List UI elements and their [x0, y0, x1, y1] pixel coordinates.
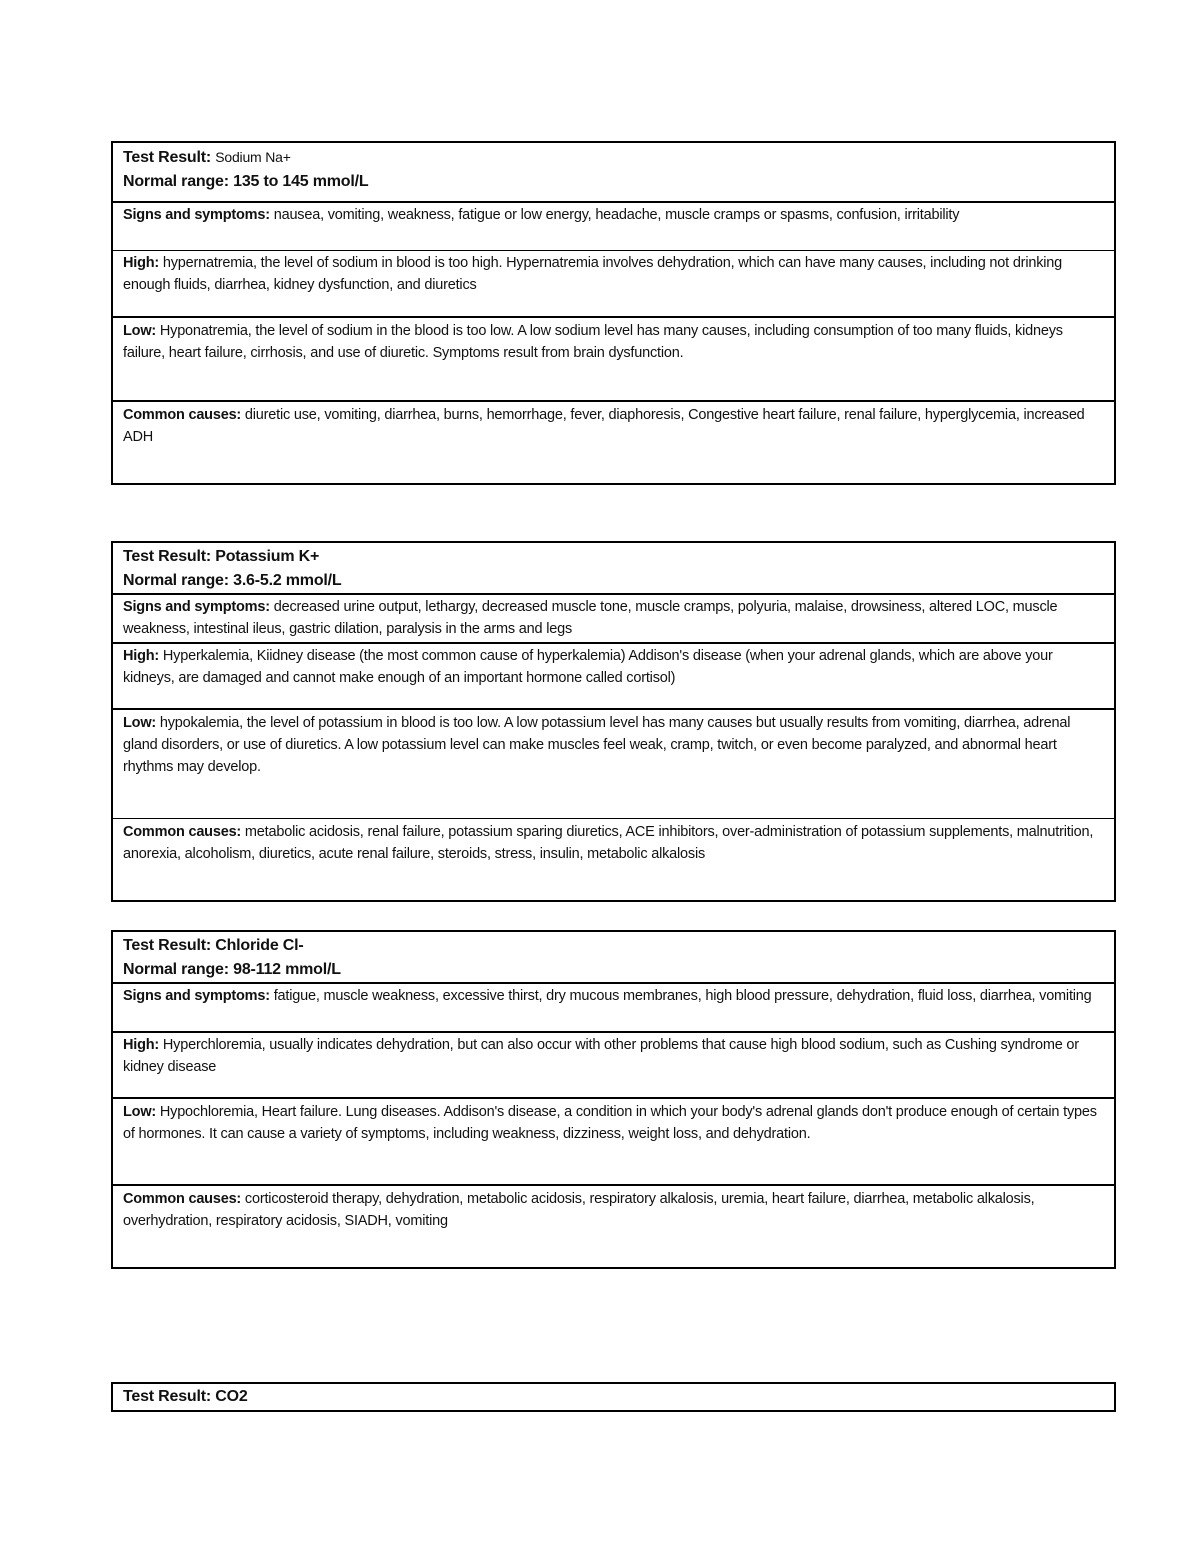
chloride-signs-row	[113, 982, 1114, 1031]
potassium-card	[111, 541, 1116, 902]
potassium-normal-range: Normal range: 3.6-5.2 mmol/L	[123, 572, 342, 589]
chloride-causes-label: Common causes:	[123, 1191, 242, 1207]
sodium-signs-text: nausea, vomiting, weakness, fatigue or low energy, headache, muscle cramps or spasms, confusion, irritability	[273, 207, 960, 223]
potassium-low-row	[113, 708, 1114, 818]
co2-test-label: Test Result: CO2	[123, 1388, 248, 1405]
chloride-signs-text: fatigue, muscle weakness, excessive thirst, dry mucous membranes, high blood pressure, dehydration, fluid loss, diarrhea, vomiting	[273, 988, 1092, 1004]
potassium-low-label: Low:	[123, 715, 157, 731]
sodium-signs-label: Signs and symptoms:	[123, 207, 270, 223]
potassium-header	[113, 545, 1114, 593]
sodium-causes-label: Common causes:	[123, 407, 242, 423]
sodium-signs-row	[113, 201, 1114, 250]
sodium-causes-row	[113, 400, 1114, 484]
sodium-causes-text: diuretic use, vomiting, diarrhea, burns, hemorrhage, fever, diaphoresis, Congestive heart failure, renal failure, hyperglycemia, increased ADH	[123, 407, 1085, 445]
potassium-high-text: Hyperkalemia, Kiidney disease (the most common cause of hyperkalemia) Addison's disease (when your adrenal glands, which are above your kidneys, are damaged and cannot make enough of an important hormone called cortisol)	[123, 648, 1053, 686]
sodium-high-label: High:	[123, 255, 160, 271]
chloride-high-row	[113, 1031, 1114, 1097]
potassium-test-label: Test Result: Potassium K+	[123, 548, 320, 565]
sodium-test-value: Sodium Na+	[215, 149, 291, 165]
sodium-high-text: hypernatremia, the level of sodium in blood is too high. Hypernatremia involves dehydration, which can have many causes, including not drinking enough fluids, diarrhea, kidney dysfunction, and diuretics	[123, 255, 1063, 293]
chloride-signs-label: Signs and symptoms:	[123, 988, 270, 1004]
chloride-causes-row	[113, 1184, 1114, 1267]
sodium-card	[111, 141, 1116, 485]
potassium-signs-text: decreased urine output, lethargy, decreased muscle tone, muscle cramps, polyuria, malaise, drowsiness, altered LOC, muscle weakness, intestinal ileus, gastric dilation, paralysis in the arms and legs	[123, 599, 1058, 637]
potassium-causes-text: metabolic acidosis, renal failure, potassium sparing diuretics, ACE inhibitors, over-administration of potassium supplements, malnutrition, anorexia, alcoholism, diuretics, acute renal failure, steroids, stress, insulin, metabolic alkalosis	[123, 824, 1094, 862]
co2-header	[113, 1385, 1114, 1411]
chloride-low-text: Hypochloremia, Heart failure. Lung diseases. Addison's disease, a condition in which your body's adrenal glands don't produce enough of certain types of hormones. It can cause a variety of symptoms, including weakness, dizziness, weight loss, and dehydration.	[123, 1104, 1097, 1142]
chloride-causes-text: corticosteroid therapy, dehydration, metabolic acidosis, respiratory alkalosis, uremia, heart failure, diarrhea, metabolic alkalosis, overhydration, respiratory acidosis, SIADH, vomiting	[123, 1191, 1035, 1229]
sodium-test-label: Test Result:	[123, 149, 211, 166]
sodium-high-row	[113, 250, 1114, 316]
chloride-low-label: Low:	[123, 1104, 157, 1120]
co2-card	[111, 1382, 1116, 1412]
sodium-header	[113, 145, 1114, 201]
sodium-low-row	[113, 316, 1114, 400]
potassium-signs-label: Signs and symptoms:	[123, 599, 270, 615]
sodium-low-label: Low:	[123, 323, 157, 339]
sodium-low-text: Hyponatremia, the level of sodium in the blood is too low. A low sodium level has many causes, including consumption of too many fluids, kidneys failure, heart failure, cirrhosis, and use of diuretic. Symptoms result from brain dysfunction.	[123, 323, 1063, 361]
potassium-causes-label: Common causes:	[123, 824, 242, 840]
chloride-high-label: High:	[123, 1037, 160, 1053]
potassium-high-label: High:	[123, 648, 160, 664]
chloride-normal-range: Normal range: 98-112 mmol/L	[123, 961, 341, 978]
chloride-high-text: Hyperchloremia, usually indicates dehydration, but can also occur with other problems that cause high blood sodium, such as Cushing syndrome or kidney disease	[123, 1037, 1079, 1075]
potassium-signs-row	[113, 593, 1114, 642]
sodium-normal-range: Normal range: 135 to 145 mmol/L	[123, 173, 369, 190]
chloride-low-row	[113, 1097, 1114, 1184]
potassium-low-text: hypokalemia, the level of potassium in blood is too low. A low potassium level has many causes but usually results from vomiting, diarrhea, adrenal gland disorders, or use of diuretics. A low potassium level can make muscles feel weak, cramp, twitch, or even become paralyzed, and abnormal heart rhythms may develop.	[123, 715, 1071, 775]
chloride-test-label: Test Result: Chloride Cl-	[123, 937, 304, 954]
chloride-header	[113, 934, 1114, 982]
chloride-card	[111, 930, 1116, 1269]
potassium-causes-row	[113, 818, 1114, 900]
potassium-high-row	[113, 642, 1114, 708]
